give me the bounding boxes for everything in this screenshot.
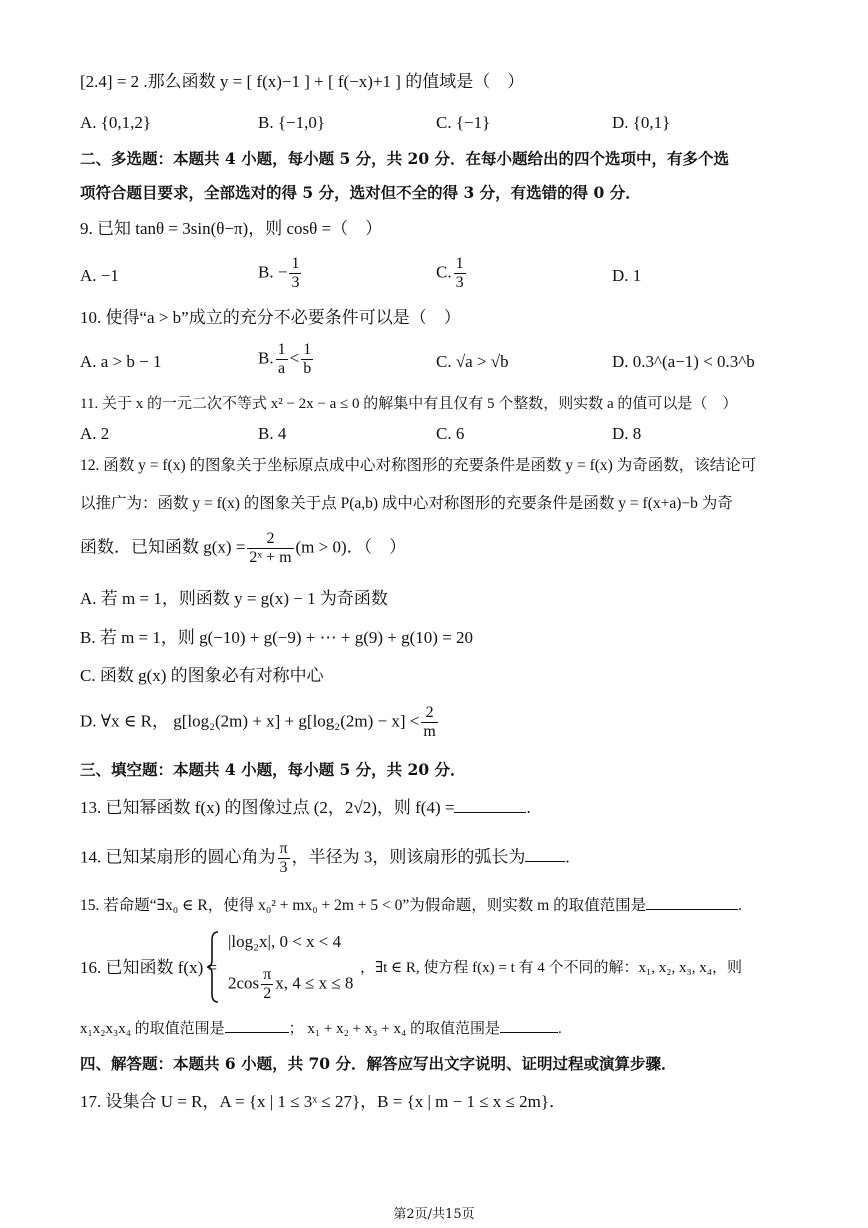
q10-b-less-than: < <box>289 348 300 368</box>
q13-text <box>80 798 531 818</box>
q12-line-3-prefix: 函数．已知函数 g(x) = <box>80 537 246 557</box>
q14-angle-numerator: π <box>279 840 288 857</box>
q12-option-a: A. 若 m = 1，则函数 y = g(x) − 1 为奇函数 <box>80 589 388 608</box>
q11-option-c: C. 6 <box>436 424 465 443</box>
q13-suffix: . <box>526 798 531 817</box>
q16-line-2 <box>80 1018 562 1039</box>
q12-option-d <box>80 704 440 741</box>
q12-g-numerator: 2 <box>247 530 293 549</box>
q14-text <box>80 840 570 877</box>
q12-d-numerator: 2 <box>421 704 437 723</box>
q8-option-a: A. {0,1,2} <box>80 113 152 132</box>
q9-option-d: D. 1 <box>612 266 642 285</box>
q12-option-d-expr: D. ∀x ∈ R， g[log₂(2m) + x] + g[log₂(2m) − x] < <box>80 711 420 731</box>
q10-option-a: A. a > b − 1 <box>80 352 162 371</box>
q14-end: . <box>565 847 570 867</box>
q9-c-denominator: 3 <box>455 274 464 291</box>
q12-option-c: C. 函数 g(x) 的图象必有对称中心 <box>80 666 324 685</box>
q11-text: 11. 关于 x 的一元二次不等式 x² − 2x − a ≤ 0 的解集中有且仅有 5 个整数，则实数 a 的值可以是（ ） <box>80 396 738 412</box>
q12-d-denominator: m <box>423 723 436 740</box>
q11-option-d: D. 8 <box>612 424 642 443</box>
q9-text: 9. 已知 tanθ = 3sin(θ−π)，则 cosθ =（ ） <box>80 219 383 238</box>
q10-b-den1: a <box>278 360 286 377</box>
q15-text <box>80 895 742 916</box>
q10-option-b-label: B. <box>258 348 274 368</box>
q8-option-c: C. {−1} <box>436 113 491 132</box>
q14-angle-denominator: 3 <box>279 859 288 876</box>
q14-suffix: ，半径为 3，则该扇形的弧长为 <box>291 847 526 867</box>
q11-option-a: A. 2 <box>80 424 110 443</box>
q10-option-d: D. 0.3^(a−1) < 0.3^b <box>612 352 755 371</box>
q13-prefix: 13. 已知幂函数 f(x) 的图像过点 (2，2√2)，则 f(4) = <box>80 798 455 817</box>
q12-g-denominator: 2ˣ + m <box>249 549 292 566</box>
q16-case-2-numerator: π <box>263 966 272 983</box>
q9-option-a: A. −1 <box>80 266 119 285</box>
q9-b-denominator: 3 <box>291 274 300 291</box>
q16-end: . <box>557 1021 562 1037</box>
q15-answer-blank[interactable] <box>646 895 738 910</box>
q9-c-numerator: 1 <box>455 255 464 272</box>
q12-line-2: 以推广为：函数 y = f(x) 的图象关于点 P(a,b) 成中心对称图形的充要条件是函数 y = f(x+a)−b 为奇 <box>80 495 733 512</box>
q14-prefix: 14. 已知某扇形的圆心角为 <box>80 847 276 867</box>
q10-b-num1: 1 <box>277 341 286 358</box>
q8-text: [2.4] = 2 .那么函数 y = [ f(x)−1 ] + [ f(−x)+1 ] 的值域是（ ） <box>80 72 525 91</box>
q12-line-1: 12. 函数 y = f(x) 的图象关于坐标原点成中心对称图形的充要条件是函数 y = f(x) 为奇函数，该结论可 <box>80 457 757 474</box>
q11-option-b: B. 4 <box>258 424 287 443</box>
section-2-heading: 二、多选题：本题共 4 小题，每小题 5 分，共 20 分．在每小题给出的四个选项中，有多个选 <box>80 149 730 168</box>
q8-option-b: B. {−1,0} <box>258 113 325 132</box>
q8-option-d: D. {0,1} <box>612 113 671 132</box>
q9-b-numerator: 1 <box>291 255 300 272</box>
section-2-instructions: 项符合题目要求，全部选对的得 5 分，选对但不全的得 3 分，有选错的得 0 分． <box>80 183 641 202</box>
q12-option-b: B. 若 m = 1，则 g(−10) + g(−9) + ⋯ + g(9) + g(10) = 20 <box>80 628 474 647</box>
q16-case-2 <box>228 966 353 1003</box>
q10-b-num2: 1 <box>303 341 312 358</box>
q13-answer-blank[interactable] <box>454 798 526 813</box>
q15-prefix: 15. 若命题“∃x₀ ∈ R，使得 x₀² + mx₀ + 2m + 5 < 0”为假命题，则实数 m 的取值范围是 <box>80 897 647 914</box>
q12-line-3-suffix: (m > 0)．（ ） <box>295 537 407 557</box>
section-3-heading: 三、填空题：本题共 4 小题，每小题 5 分，共 20 分． <box>80 760 466 779</box>
q16-case-2-denominator: 2 <box>263 985 272 1002</box>
q9-option-c <box>436 255 468 292</box>
q16-case-2-prefix: 2cos <box>228 973 260 993</box>
q16-prefix: 16. 已知函数 f(x) = <box>80 958 218 977</box>
q16-part-2: ； x₁ + x₂ + x₃ + x₄ 的取值范围是 <box>288 1021 500 1037</box>
q15-suffix: . <box>738 897 742 914</box>
q10-b-den2: b <box>303 360 312 377</box>
q9-option-b-label: B. − <box>258 262 288 282</box>
q10-option-c: C. √a > √b <box>436 352 509 371</box>
q16-piecewise-brace <box>206 930 220 1004</box>
q14-answer-blank[interactable] <box>525 847 565 862</box>
q16-rest: ，∃t ∈ R, 使方程 f(x) = t 有 4 个不同的解：x₁, x₂, x₃, x₄，则 <box>360 960 742 976</box>
q17-text: 17. 设集合 U = R，A = {x | 1 ≤ 3ˣ ≤ 27}，B = {x | m − 1 ≤ x ≤ 2m}． <box>80 1092 567 1111</box>
q16-part-1: x₁x₂x₃x₄ 的取值范围是 <box>80 1021 225 1037</box>
page-footer: 第2页/共15页 <box>393 1207 475 1222</box>
q16-answer-blank-1[interactable] <box>225 1018 289 1033</box>
q10-text: 10. 使得“a > b”成立的充分不必要条件可以是（ ） <box>80 308 461 327</box>
q10-option-b <box>258 341 315 378</box>
q9-option-b <box>258 255 303 292</box>
section-4-heading: 四、解答题：本题共 6 小题，共 70 分．解答应写出文字说明、证明过程或演算步骤． <box>80 1054 677 1073</box>
q12-line-3 <box>80 530 406 567</box>
q16-case-1: |log₂x|, 0 < x < 4 <box>228 932 342 951</box>
q16-answer-blank-2[interactable] <box>500 1018 558 1033</box>
q16-case-2-suffix: x, 4 ≤ x ≤ 8 <box>275 973 354 993</box>
q9-option-c-label: C. <box>436 262 452 282</box>
